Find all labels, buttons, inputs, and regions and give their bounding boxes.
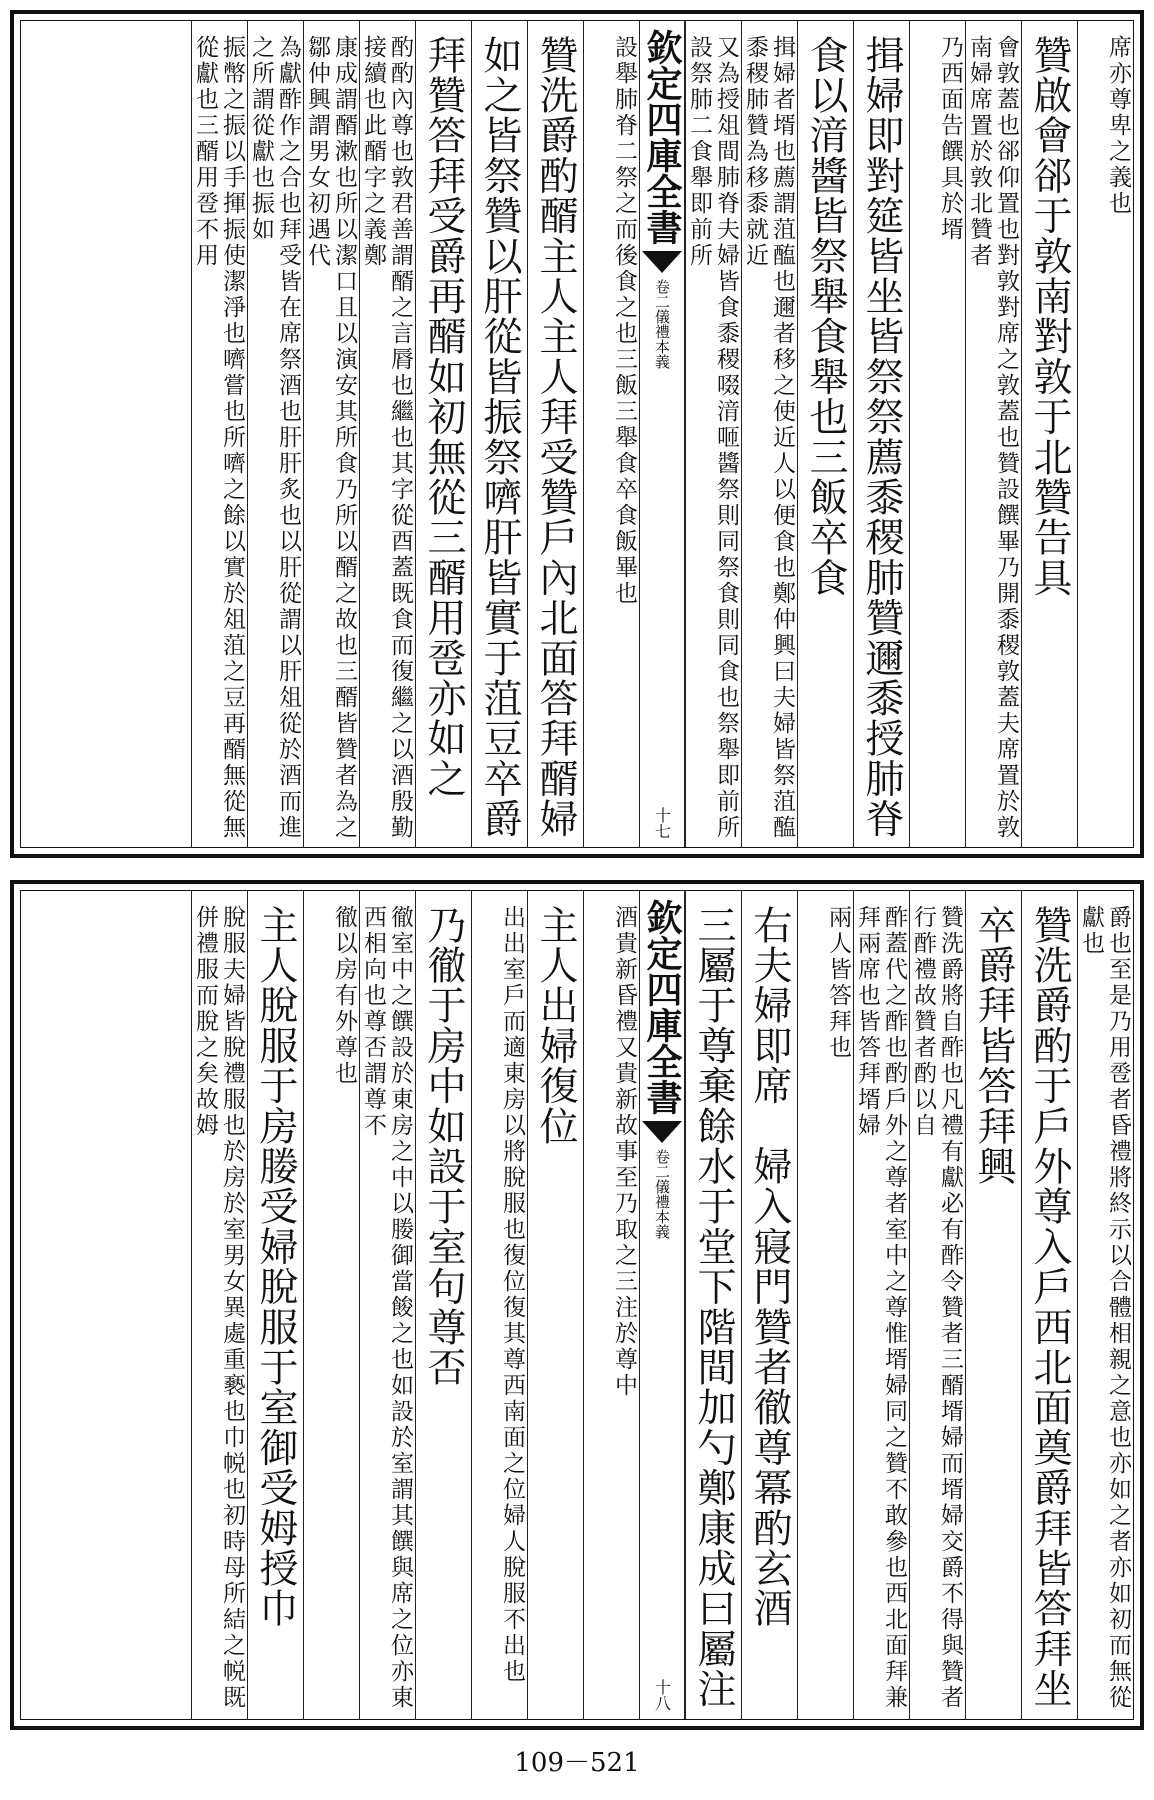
commentary-column: 揖婦者壻也薦謂菹醢也邇者移之使近人以便食也鄭仲興曰夫婦皆祭菹醢黍稷肺贊為移黍就近: [741, 21, 797, 847]
series-title: 欽定四庫全書: [641, 899, 683, 1115]
folio-number: 十八: [652, 1679, 672, 1711]
series-title: 欽定四庫全書: [641, 29, 683, 245]
book-title: 儀禮本義: [653, 1179, 671, 1239]
folio-number: 十七: [652, 807, 672, 839]
commentary-column: 為獻酢作之合也拜受皆在席祭酒也肝肝炙也以肝從謂以肝俎從於酒而進之所謂從獻也振如: [247, 21, 303, 847]
commentary-column: 贊洗爵將自酢也凡禮有獻必有酢令贊者三醑壻婦而壻婦交爵不得與贊者行酢禮故贊者酌以自: [909, 891, 965, 1719]
commentary-column: 酌酌內尊也敦君善謂醑之言脣也繼也其字從酉蓋既食而復繼之以酒殷勤接續也此醑字之義鄭: [359, 21, 415, 847]
main-text-column: 卒爵拜皆答拜興: [965, 891, 1021, 1719]
commentary-column: 振幣之振以手揮振使潔淨也嚌嘗也所嚌之餘以實於俎菹之豆再醑無從無從獻也三醑用卺不用: [191, 21, 247, 847]
book-title: 儀禮本義: [653, 309, 671, 369]
lower-text-block: [20, 890, 1134, 1720]
main-text-column: 贊啟會郤于敦南對敦于北贊告具: [1021, 21, 1077, 847]
upper-text-block: [20, 20, 1134, 848]
main-text-column: 食以湇醬皆祭舉食舉也三飯卒食: [797, 21, 853, 847]
commentary-column: 康成謂醑漱也所以潔口且以演安其所食乃所以醑之故也三醑皆贊者為之鄒仲興謂男女初遇代: [303, 21, 359, 847]
main-text-column: 如之皆祭贊以肝從皆振祭嚌肝皆實于菹豆卒爵: [471, 21, 527, 847]
main-text-column: 右夫婦即席 婦入寢門贊者徹尊冪酌玄酒: [741, 891, 797, 1719]
commentary-column: 酒貴新昏禮又貴新故事至乃取之三注於尊中: [583, 891, 639, 1719]
main-text-column: 揖婦即對筵皆坐皆祭祭薦黍稷肺贊邇黍授肺脊: [853, 21, 909, 847]
commentary-column: 會敦蓋也郤仰置也對敦對席之敦蓋也贊設饌畢乃開黍稷敦蓋夫席置於敦南婦席置於敦北贊者: [965, 21, 1021, 847]
commentary-column: 席亦尊卑之義也: [1077, 21, 1133, 847]
commentary-column: 兩人皆答拜也: [797, 891, 853, 1719]
main-text-column: 乃徹于房中如設于室句尊否: [415, 891, 471, 1719]
main-text-column: 主人出婦復位: [527, 891, 583, 1719]
commentary-column: 酢蓋代之酢也酌戶外之尊者室中之尊惟壻婦同之贊不敢參也西北面拜兼拜兩席也皆答拜壻婦: [853, 891, 909, 1719]
main-text-column: 贊洗爵酌醑主人主人拜受贊戶內北面答拜醑婦: [527, 21, 583, 847]
page-lower: [10, 880, 1144, 1730]
commentary-column: 徹以房有外尊也: [303, 891, 359, 1719]
main-text-column: 主人脫服于房媵受婦脫服于室御受姆授巾: [247, 891, 303, 1719]
commentary-column: 爵也至是乃用卺者昏禮將終示以合體相親之意也亦如之者亦如初而無從獻也: [1077, 891, 1133, 1719]
volume-label: 卷二: [653, 279, 671, 309]
commentary-column: 又為授俎間肺脊夫婦皆食黍稷啜湇咂醬祭則同祭食則同食也祭舉即前所設祭肺二食舉即前所: [685, 21, 741, 847]
main-text-column: 三屬于尊棄餘水于堂下階間加勺鄭康成曰屬注: [685, 891, 741, 1719]
commentary-column: 脫服夫婦皆脫禮服也於房於室男女異處重褻也巾帨也初時母所結之帨既併禮服而脫之矣故姆: [191, 891, 247, 1719]
commentary-column: 徹室中之饌設於東房之中以媵御當餕之也如設於室謂其饌與席之位亦東西相向也尊否謂尊不: [359, 891, 415, 1719]
center-margin-column: [639, 891, 685, 1719]
volume-label: 卷二: [653, 1149, 671, 1179]
fish-tail-mark-icon: [642, 1121, 682, 1143]
main-text-column: 贊洗爵酌于戶外尊入戶西北面奠爵拜皆答拜坐: [1021, 891, 1077, 1719]
commentary-column: 出出室戶而適東房以將脫服也復位復其尊西南面之位婦人脫服不出也: [471, 891, 527, 1719]
commentary-column: 設舉肺脊二祭之而後食之也三飯三舉食卒食飯畢也: [583, 21, 639, 847]
center-margin-column: [639, 21, 685, 847]
fish-tail-mark-icon: [642, 251, 682, 273]
page-number: 109－521: [514, 1748, 640, 1778]
main-text-column: 拜贊答拜受爵再醑如初無從三醑用卺亦如之: [415, 21, 471, 847]
page-upper: [10, 10, 1144, 858]
commentary-column: 乃西面告饌具於壻: [909, 21, 965, 847]
